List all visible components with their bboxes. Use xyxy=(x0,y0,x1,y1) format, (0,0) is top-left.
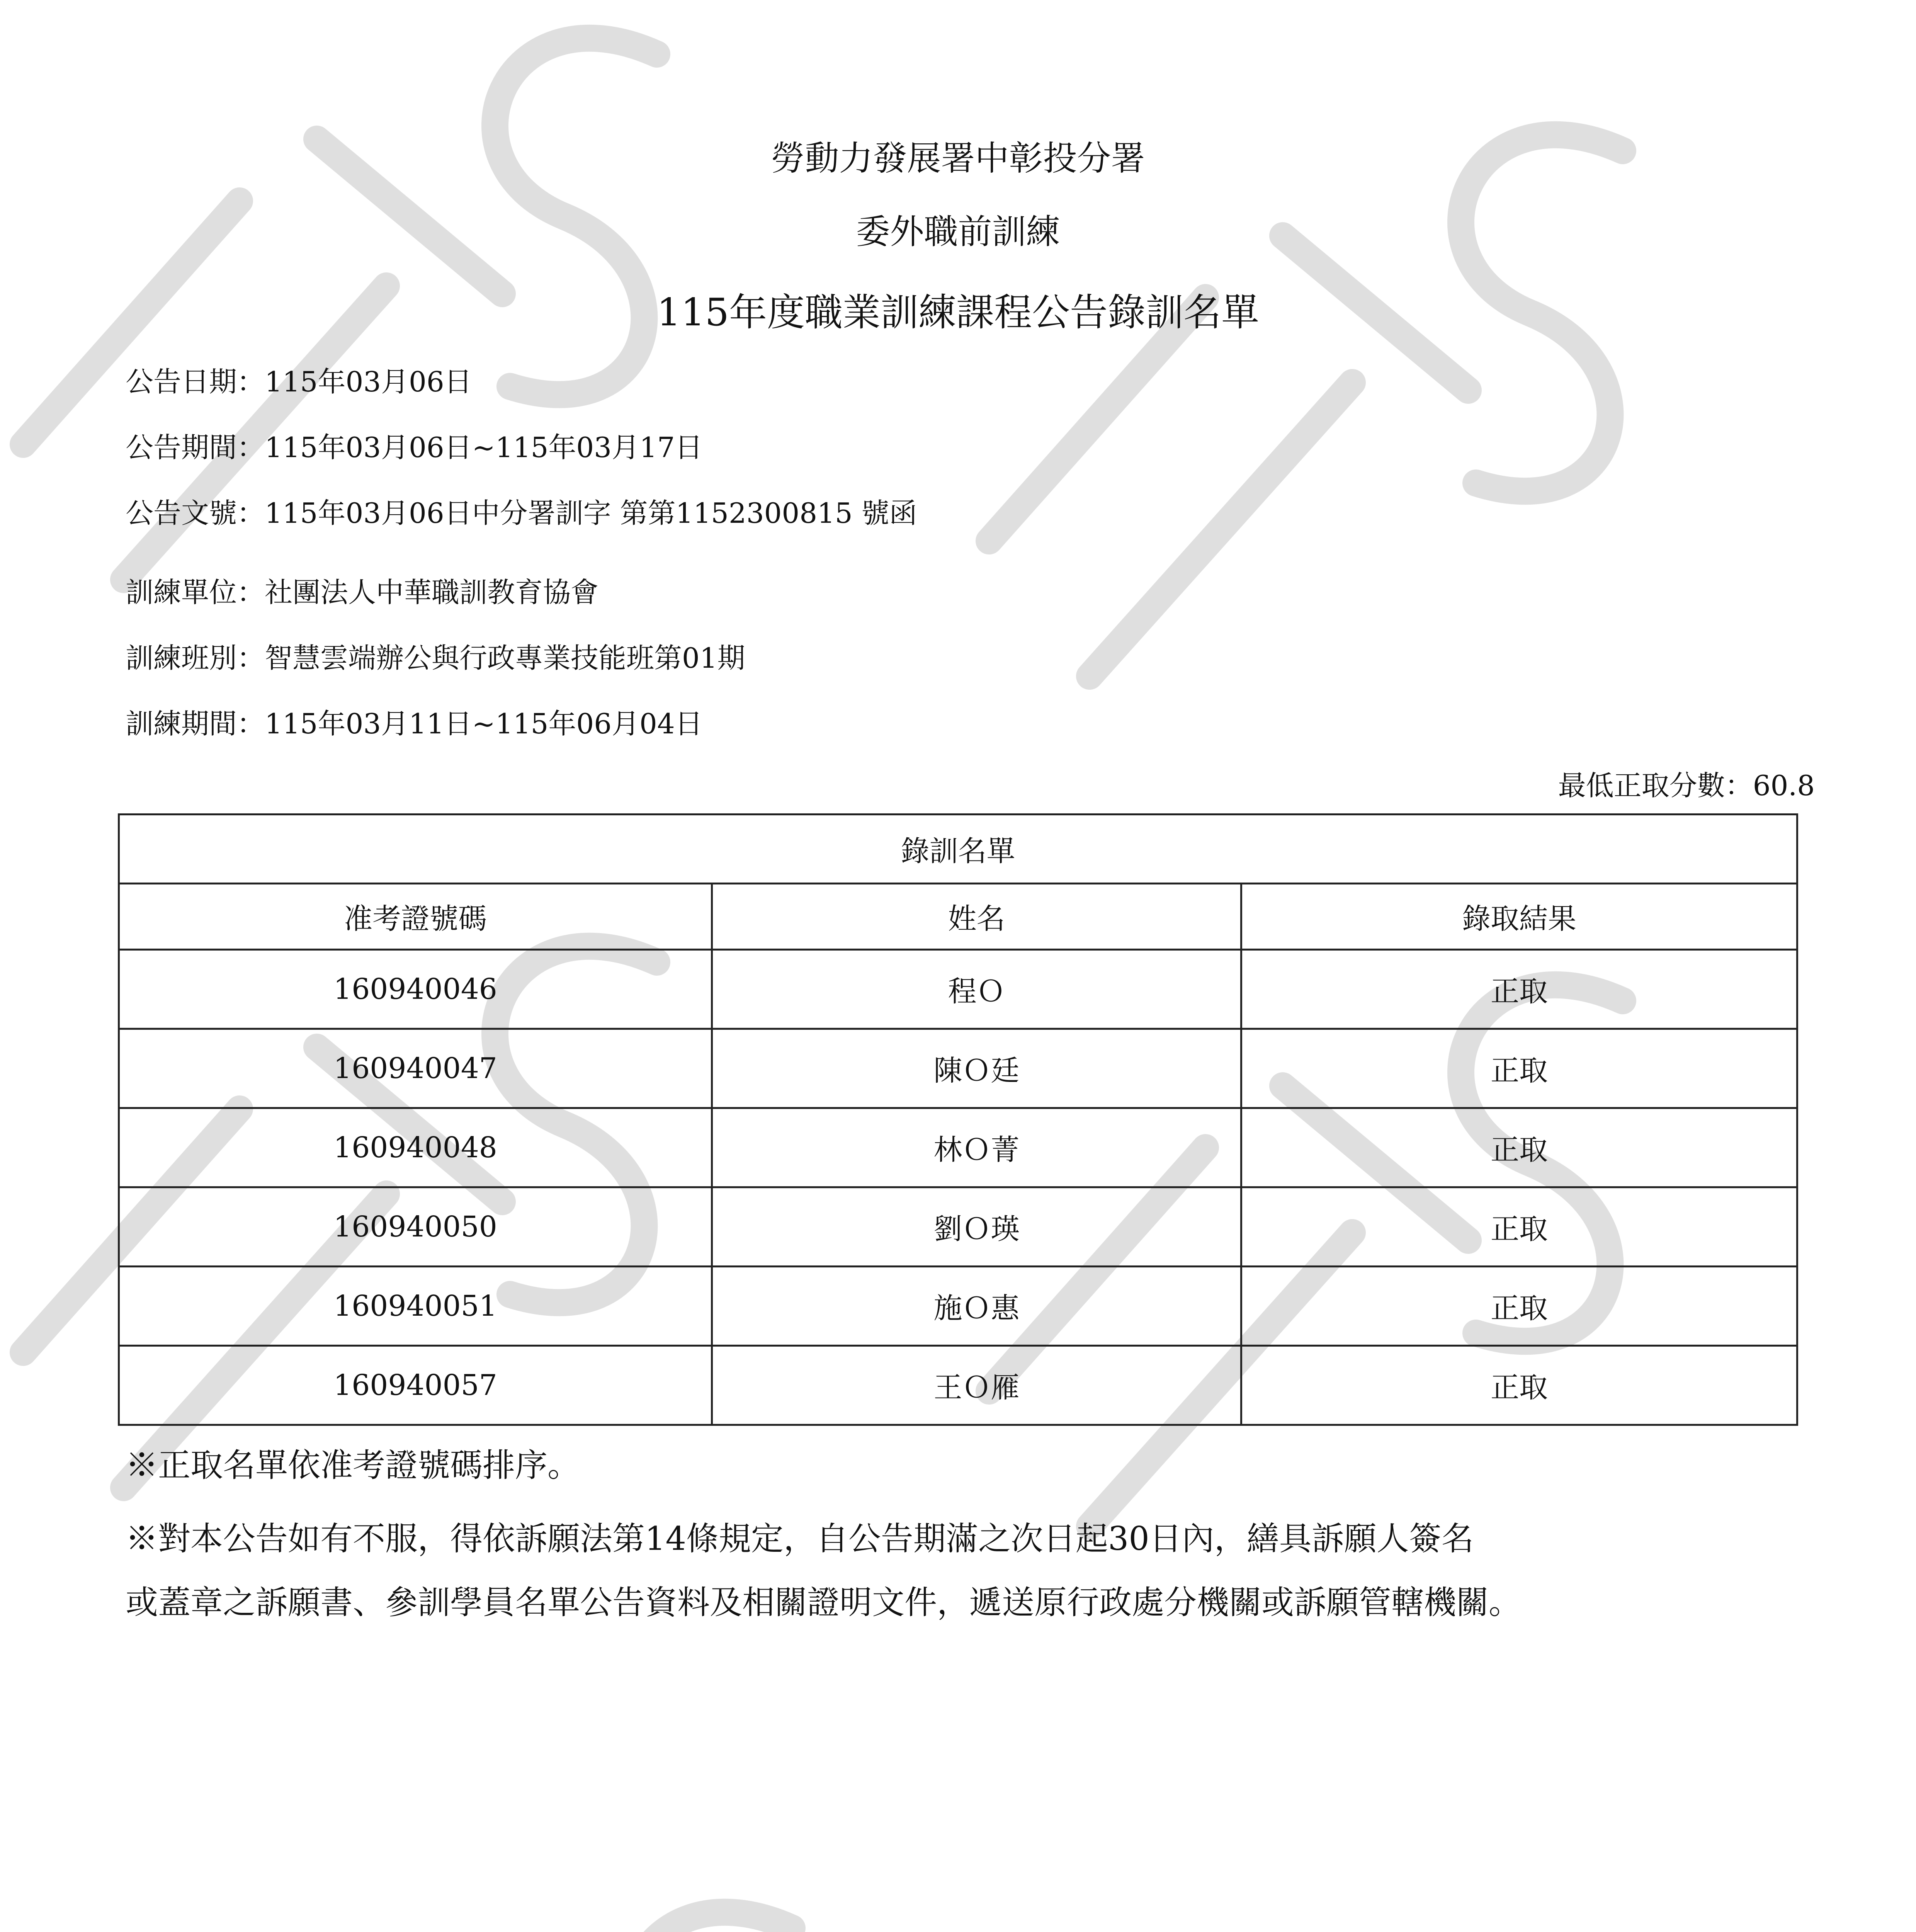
table-caption: 錄訓名單 xyxy=(119,815,1797,884)
info-value: 115年03月06日~115年03月17日 xyxy=(265,431,703,464)
column-header-result: 錄取結果 xyxy=(1241,884,1797,950)
info-label: 公告日期： xyxy=(126,366,265,398)
note-sort-order: ※正取名單依准考證號碼排序。 xyxy=(126,1446,580,1484)
cell-name: 程Ｏ xyxy=(712,950,1241,1029)
info-document-number xyxy=(126,491,917,531)
cell-result: 正取 xyxy=(1241,1029,1797,1108)
cell-result: 正取 xyxy=(1241,950,1797,1029)
cell-exam-number: 160940050 xyxy=(119,1187,712,1267)
table-row xyxy=(119,1187,1797,1267)
info-value: 115年03月06日 xyxy=(265,366,472,398)
cell-name: 劉Ｏ瑛 xyxy=(712,1187,1241,1267)
info-training-unit xyxy=(126,570,598,610)
note-appeal-line-1: ※對本公告如有不服，得依訴願法第14條規定，自公告期滿之次日起30日內，繕具訴願人簽名 xyxy=(126,1520,1474,1558)
cell-result: 正取 xyxy=(1241,1187,1797,1267)
info-value: 社團法人中華職訓教育協會 xyxy=(265,576,599,609)
info-value: 115年03月11日~115年06月04日 xyxy=(265,707,703,740)
cell-name: 陳Ｏ廷 xyxy=(712,1029,1241,1108)
minimum-score xyxy=(1558,763,1815,803)
info-training-class xyxy=(126,636,745,676)
table-row xyxy=(119,950,1797,1029)
table-row xyxy=(119,1267,1797,1346)
info-label: 訓練班別： xyxy=(126,642,265,674)
cell-result: 正取 xyxy=(1241,1108,1797,1187)
info-announce-period xyxy=(126,425,703,465)
table-row xyxy=(119,1029,1797,1108)
info-label: 訓練單位： xyxy=(126,576,265,609)
table-header-row xyxy=(119,884,1797,950)
info-training-period xyxy=(126,701,703,742)
program-name: 委外職前訓練 xyxy=(856,212,1060,252)
column-header-exam-number: 准考證號碼 xyxy=(119,884,712,950)
cell-name: 林Ｏ菁 xyxy=(712,1108,1241,1187)
cell-name: 施Ｏ惠 xyxy=(712,1267,1241,1346)
info-label: 訓練期間： xyxy=(126,707,265,740)
cell-exam-number: 160940046 xyxy=(119,950,712,1029)
cell-exam-number: 160940057 xyxy=(119,1346,712,1425)
cell-exam-number: 160940047 xyxy=(119,1029,712,1108)
column-header-name: 姓名 xyxy=(712,884,1241,950)
table-caption-row xyxy=(119,815,1797,884)
info-announce-date xyxy=(126,359,472,400)
cell-exam-number: 160940051 xyxy=(119,1267,712,1346)
info-label: 公告期間： xyxy=(126,431,265,464)
document-title: 115年度職業訓練課程公告錄訓名單 xyxy=(656,291,1260,335)
admission-table xyxy=(118,813,1798,1426)
table-row xyxy=(119,1346,1797,1425)
table-row xyxy=(119,1108,1797,1187)
note-appeal-line-2: 或蓋章之訴願書、參訓學員名單公告資料及相關證明文件，遞送原行政處分機關或訴願管轄機關。 xyxy=(126,1583,1522,1621)
cell-result: 正取 xyxy=(1241,1346,1797,1425)
agency-name: 勞動力發展署中彰投分署 xyxy=(771,138,1145,178)
min-score-label: 最低正取分數： xyxy=(1558,769,1753,802)
cell-name: 王Ｏ雁 xyxy=(712,1346,1241,1425)
info-value: 智慧雲端辦公與行政專業技能班第01期 xyxy=(265,642,745,674)
min-score-value: 60.8 xyxy=(1753,769,1815,802)
cell-result: 正取 xyxy=(1241,1267,1797,1346)
info-value: 115年03月06日中分署訓字 第第1152300815 號函 xyxy=(265,497,917,529)
cell-exam-number: 160940048 xyxy=(119,1108,712,1187)
info-label: 公告文號： xyxy=(126,497,265,529)
